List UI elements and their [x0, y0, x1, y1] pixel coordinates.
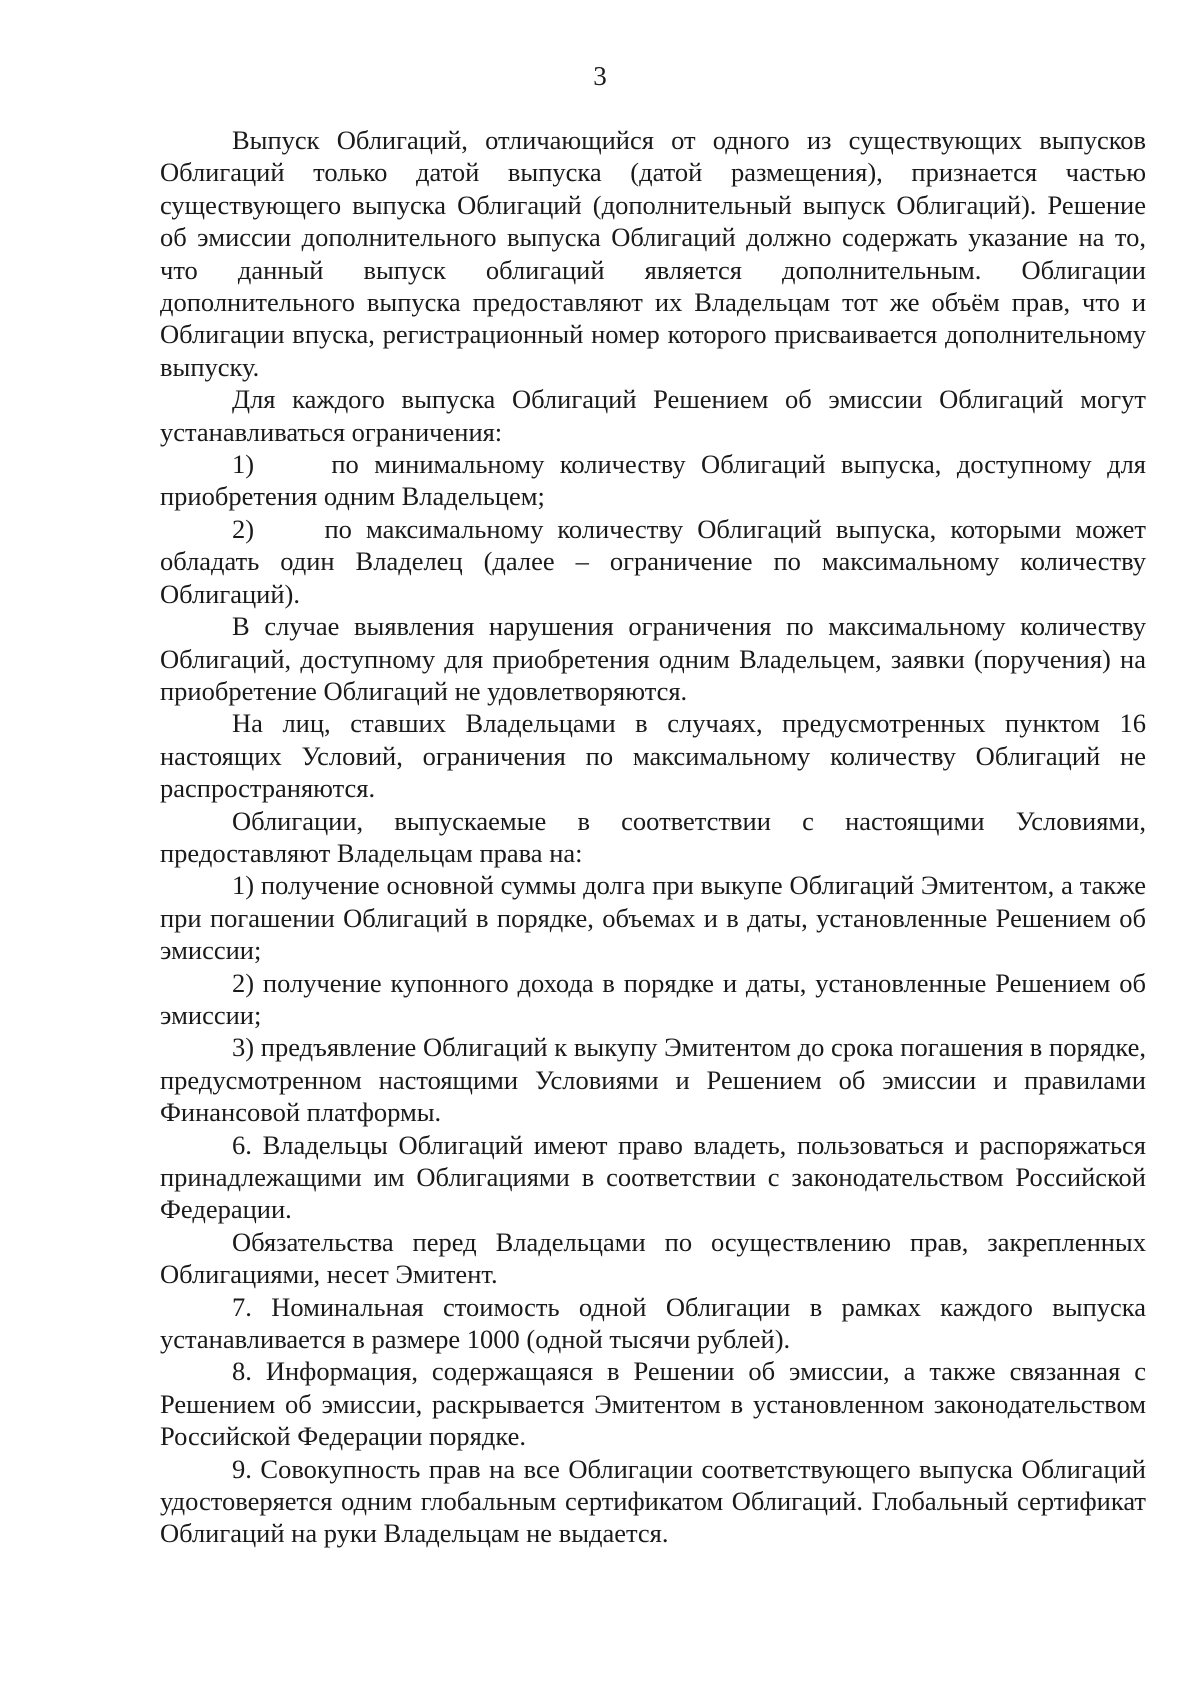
paragraph-additional-issue: Выпуск Облигаций, отличающийся от одного из существующих выпусков Облигаций только датой выпуска (датой размещения), признается частью существующего выпуска Облигаций (дополнительный выпуск Облигаций). Решение об эмиссии дополнительного выпуска Облигаций должно содержать указание на то, что данный выпуск облигаций является дополнительным. Облигации дополнительного выпуска предоставляют их Владельцам тот же объём прав, что и Облигации впуска, регистрационный номер которого присваивается дополнительному выпуску.	[160, 125, 1146, 382]
paragraph-section-8: 8. Информация, содержащаяся в Решении об эмиссии, а также связанная с Решением об эмиссии, раскрывается Эмитентом в установленном законодательством Российской Федерации порядке.	[160, 1356, 1146, 1452]
paragraph-restrictions-intro: Для каждого выпуска Облигаций Решением об эмиссии Облигаций могут устанавливаться ограничения:	[160, 384, 1146, 447]
list-item-buyback: 3) предъявление Облигаций к выкупу Эмитентом до срока погашения в порядке, предусмотренном настоящими Условиями и Решением об эмиссии и правилами Финансовой платформы.	[160, 1032, 1146, 1128]
paragraph-exemption: На лиц, ставших Владельцами в случаях, предусмотренных пунктом 16 настоящих Условий, ограничения по максимальному количеству Облигаций не распространяются.	[160, 708, 1146, 804]
list-item-principal: 1) получение основной суммы долга при выкупе Облигаций Эмитентом, а также при погашении Облигаций в порядке, объемах и в даты, установленные Решением об эмиссии;	[160, 870, 1146, 966]
page-number: 3	[593, 61, 607, 91]
paragraph-section-9: 9. Совокупность прав на все Облигации соответствующего выпуска Облигаций удостоверяется одним глобальным сертификатом Облигаций. Глобальный сертификат Облигаций на руки Владельцам не выдается.	[160, 1453, 1146, 1549]
list-item-coupon: 2) получение купонного дохода в порядке и даты, установленные Решением об эмиссии;	[160, 967, 1146, 1030]
paragraph-obligations: Обязательства перед Владельцами по осуществлению прав, закрепленных Облигациями, несет Эмитент.	[160, 1226, 1146, 1290]
list-item-max-quantity: 2) по максимальному количеству Облигаций выпуска, которыми может обладать один Владелец (далее – ограничение по максимальному количеству Облигаций).	[160, 513, 1146, 609]
document-body	[160, 124, 1146, 1550]
paragraph-section-6: 6. Владельцы Облигаций имеют право владеть, пользоваться и распоряжаться принадлежащими им Облигациями в соответствии с законодательством Российской Федерации.	[160, 1129, 1146, 1225]
paragraph-section-7: 7. Номинальная стоимость одной Облигации в рамках каждого выпуска устанавливается в размере 1000 (одной тысячи рублей).	[160, 1291, 1146, 1355]
paragraph-violation: В случае выявления нарушения ограничения по максимальному количеству Облигаций, доступному для приобретения одним Владельцем, заявки (поручения) на приобретение Облигаций не удовлетворяются.	[160, 611, 1146, 706]
paragraph-rights-intro: Облигации, выпускаемые в соответствии с настоящими Условиями, предоставляют Владельцам права на:	[160, 805, 1146, 868]
list-item-min-quantity: 1) по минимальному количеству Облигаций выпуска, доступному для приобретения одним Владельцем;	[160, 449, 1146, 512]
